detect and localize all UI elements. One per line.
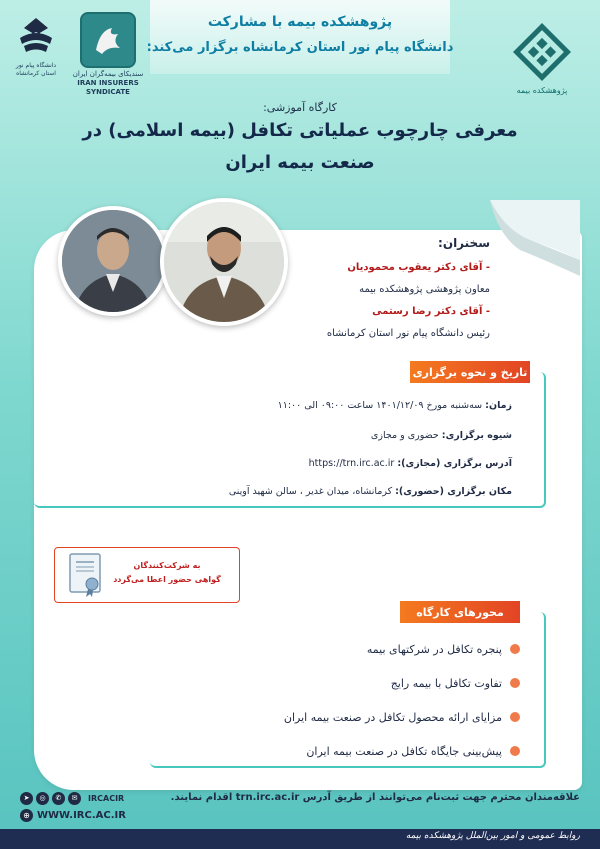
social-links xyxy=(20,790,124,806)
certificate-text-1: به شرکت‌کنندگان xyxy=(133,561,201,570)
globe-icon: ⊕ xyxy=(20,809,33,822)
social-handle: IRCACIR xyxy=(88,793,125,803)
website-row xyxy=(20,809,126,822)
university-logo xyxy=(14,14,58,60)
speaker-2-role: رئیس دانشگاه پیام نور استان کرمانشاه xyxy=(326,328,490,339)
header-banner xyxy=(150,0,450,74)
topic-item: مزایای ارائه محصول تکافل در صنعت بیمه ایران xyxy=(180,707,520,727)
website-link[interactable]: WWW.IRC.AC.IR xyxy=(37,810,126,821)
workshop-label: کارگاه آموزشی: xyxy=(263,101,337,114)
bullet-icon xyxy=(510,644,520,654)
topics-section-title: محورهای کارگاه xyxy=(400,601,520,623)
whatsapp-icon[interactable]: ✆ xyxy=(52,792,65,805)
header-line-2: دانشگاه پیام نور استان کرمانشاه برگزار می‌کند: xyxy=(146,40,454,55)
institute-logo xyxy=(510,20,574,84)
telegram-icon[interactable]: ➤ xyxy=(20,792,33,805)
header-line-1: پژوهشکده بیمه با مشارکت xyxy=(207,14,393,30)
schedule-mode: شیوه برگزاری: حضوری و مجازی xyxy=(370,430,512,441)
syndicate-logo xyxy=(80,12,136,68)
bullet-icon xyxy=(510,712,520,722)
footer-text: روابط عمومی و امور بین‌الملل پژوهشکده بیمه xyxy=(405,831,580,841)
schedule-venue: مکان برگزاری (حضوری): کرمانشاه، میدان غدیر ، سالن شهید آوینی xyxy=(228,486,512,497)
speaker-photo-1 xyxy=(58,206,168,316)
speaker-2-name: - آقای دکتر رضا رستمی xyxy=(372,306,490,317)
schedule-time: زمان: سه‌شنبه مورخ ۱۴۰۱/۱۲/۰۹ ساعت ۰۹:۰۰ الی ۱۱:۰۰ xyxy=(277,400,512,411)
certificate-text-2: گواهی حضور اعطا می‌گردد xyxy=(113,575,221,584)
speaker-1-role: معاون پژوهشی پژوهشکده بیمه xyxy=(359,284,490,295)
workshop-title-line-2: صنعت بیمه ایران xyxy=(225,152,375,173)
university-logo-caption: دانشگاه پیام نور استان کرمانشاه xyxy=(15,62,57,77)
messenger-icon[interactable]: ✉ xyxy=(68,792,81,805)
topic-item: پیش‌بینی جایگاه تکافل در صنعت بیمه ایران xyxy=(180,741,520,761)
registration-note: علاقه‌مندان محترم جهت ثبت‌نام می‌توانند از طریق آدرس trn.irc.ac.ir اقدام نمایند. xyxy=(170,792,580,803)
certificate-icon xyxy=(66,552,106,598)
bullet-icon xyxy=(510,746,520,756)
schedule-section-title: تاریخ و نحوه برگزاری xyxy=(410,361,530,383)
speakers-title: سخنران: xyxy=(438,236,490,250)
workshop-title-line-1: معرفی چارچوب عملیاتی تکافل (بیمه اسلامی) در xyxy=(82,120,518,141)
topic-item: پنجره تکافل در شرکتهای بیمه xyxy=(180,639,520,659)
instagram-icon[interactable]: ◎ xyxy=(36,792,49,805)
syndicate-logo-caption: سندیکای بیمه‌گران ایران IRAN INSURERS SYNDICATE xyxy=(72,70,144,96)
schedule-online-address: آدرس برگزاری (مجازی): https://trn.irc.ac.ir xyxy=(308,458,512,469)
topic-item: تفاوت تکافل با بیمه رایج xyxy=(180,673,520,693)
online-address-link[interactable]: https://trn.irc.ac.ir xyxy=(308,458,395,469)
institute-logo-caption: پژوهشکده بیمه xyxy=(516,86,568,95)
speaker-1-name: - آقای دکتر یعقوب محمودیان xyxy=(347,262,490,273)
bullet-icon xyxy=(510,678,520,688)
